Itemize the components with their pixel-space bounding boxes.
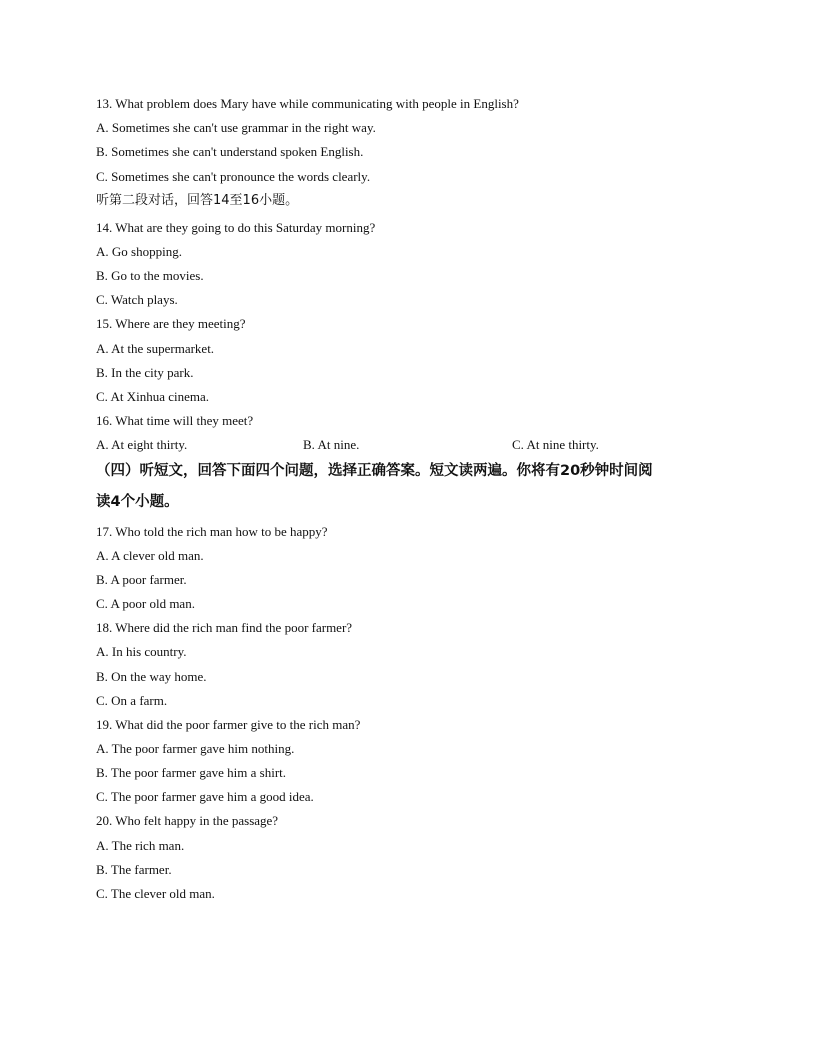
section-4-instruction-line-2: 读4个小题。 xyxy=(96,494,179,510)
option-17-a: A. A clever old man. xyxy=(96,548,204,563)
options-16-row xyxy=(96,437,716,453)
question-19: 19. What did the poor farmer give to the rich man? xyxy=(96,717,361,732)
option-15-c: C. At Xinhua cinema. xyxy=(96,389,210,404)
section-4-instruction-line-1: （四）听短文，回答下面四个问题，选择正确答案。短文读两遍。你将有20秒钟时间阅 xyxy=(96,463,653,479)
option-19-c: C. The poor farmer gave him a good idea. xyxy=(96,789,314,804)
option-16-a: A. At eight thirty. xyxy=(96,437,188,452)
option-17-c: C. A poor old man. xyxy=(96,596,195,611)
option-19-b: B. The poor farmer gave him a shirt. xyxy=(96,765,287,780)
question-20: 20. Who felt happy in the passage? xyxy=(96,813,279,828)
option-20-c: C. The clever old man. xyxy=(96,886,215,901)
option-16-b: B. At nine. xyxy=(303,437,360,452)
question-18: 18. Where did the rich man find the poor farmer? xyxy=(96,620,353,635)
option-13-c: C. Sometimes she can't pronounce the words clearly. xyxy=(96,169,371,184)
option-14-b: B. Go to the movies. xyxy=(96,268,204,283)
question-13: 13. What problem does Mary have while communicating with people in English? xyxy=(96,96,519,111)
question-17: 17. Who told the rich man how to be happy? xyxy=(96,524,328,539)
option-15-b: B. In the city park. xyxy=(96,365,194,380)
option-16-c: C. At nine thirty. xyxy=(512,437,599,452)
question-15: 15. Where are they meeting? xyxy=(96,316,246,331)
option-20-a: A. The rich man. xyxy=(96,838,185,853)
question-16: 16. What time will they meet? xyxy=(96,413,254,428)
option-14-a: A. Go shopping. xyxy=(96,244,182,259)
option-19-a: A. The poor farmer gave him nothing. xyxy=(96,741,295,756)
option-13-b: B. Sometimes she can't understand spoken English. xyxy=(96,144,364,159)
option-17-b: B. A poor farmer. xyxy=(96,572,187,587)
option-18-b: B. On the way home. xyxy=(96,669,207,684)
section-dialogue-2-instruction: 听第二段对话，回答14至16小题。 xyxy=(96,193,299,208)
question-14: 14. What are they going to do this Saturday morning? xyxy=(96,220,376,235)
option-14-c: C. Watch plays. xyxy=(96,292,178,307)
option-13-a: A. Sometimes she can't use grammar in the right way. xyxy=(96,120,376,135)
option-20-b: B. The farmer. xyxy=(96,862,172,877)
option-15-a: A. At the supermarket. xyxy=(96,341,215,356)
option-18-c: C. On a farm. xyxy=(96,693,168,708)
option-18-a: A. In his country. xyxy=(96,644,187,659)
